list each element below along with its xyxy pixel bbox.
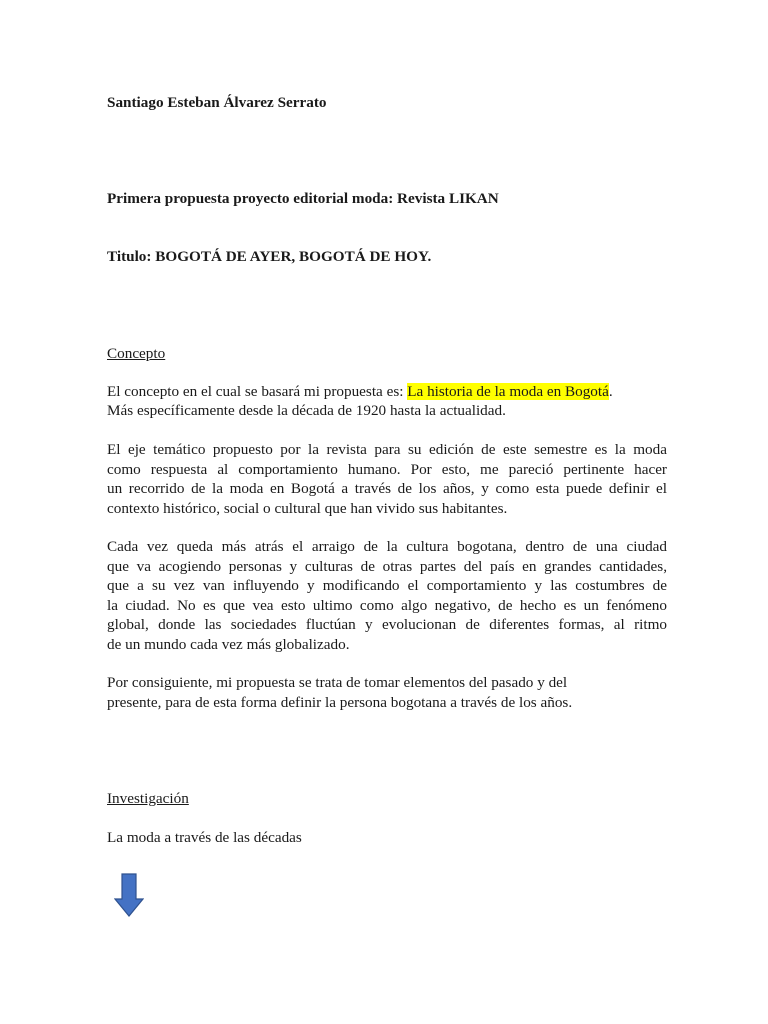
paragraph-line: Por consiguiente, mi propuesta se trata de tomar elementos del pasado y del (107, 674, 568, 691)
paragraph-line: Cada vez queda más atrás el arraigo de la cultura bogotana, dentro de una ciudad (107, 538, 667, 555)
paragraph-line: presente, para de esta forma definir la persona bogotana a través de los años. (107, 693, 573, 711)
concept-prefix: El concepto en el cual se basará mi propuesta es: (107, 383, 408, 400)
paragraph-line: El eje temático propuesto por la revista para su edición de este semestre es la moda (107, 441, 667, 458)
concept-paragraph-2 (107, 440, 667, 518)
paragraph-line: como respuesta al comportamiento humano. Por esto, me pareció pertinente hacer (107, 460, 667, 478)
concept-paragraph-1-line-2: Más específicamente desde la década de 1920 hasta la actualidad. (107, 402, 506, 419)
research-line: La moda a través de las décadas (107, 829, 302, 846)
paragraph-line: que va acogiendo personas y culturas de otras partes del país en grandes cantidades, (107, 557, 667, 575)
paragraph-line: global, donde las sociedades fluctúan y evolucionan de diferentes formas, al ritmo (107, 616, 667, 634)
concept-paragraph-4 (107, 673, 667, 712)
paragraph-line: la ciudad. No es que vea esto ultimo como algo negativo, de hecho es un fenómeno (107, 596, 667, 614)
concept-suffix: . (608, 383, 613, 400)
proposal-title: Primera propuesta proyecto editorial moda: Revista LIKAN (107, 190, 499, 207)
author-name: Santiago Esteban Álvarez Serrato (107, 94, 327, 111)
concept-paragraph-3 (107, 537, 667, 655)
concept-highlight: La historia de la moda en Bogotá (407, 383, 609, 400)
paragraph-line: que a su vez van influyendo y modificando el comportamiento y las costumbres de (107, 577, 667, 595)
down-arrow-icon (114, 873, 144, 917)
concept-heading: Concepto (107, 345, 166, 362)
paragraph-line: de un mundo cada vez más globalizado. (107, 635, 350, 653)
paragraph-line: un recorrido de la moda en Bogotá a través de los años, y como esta puede definir el (107, 480, 667, 498)
document-title: Titulo: BOGOTÁ DE AYER, BOGOTÁ DE HOY. (107, 248, 432, 265)
concept-paragraph-1-line-1 (107, 382, 613, 402)
paragraph-line: contexto histórico, social o cultural que han vivido sus habitantes. (107, 499, 508, 517)
research-heading: Investigación (107, 790, 189, 807)
